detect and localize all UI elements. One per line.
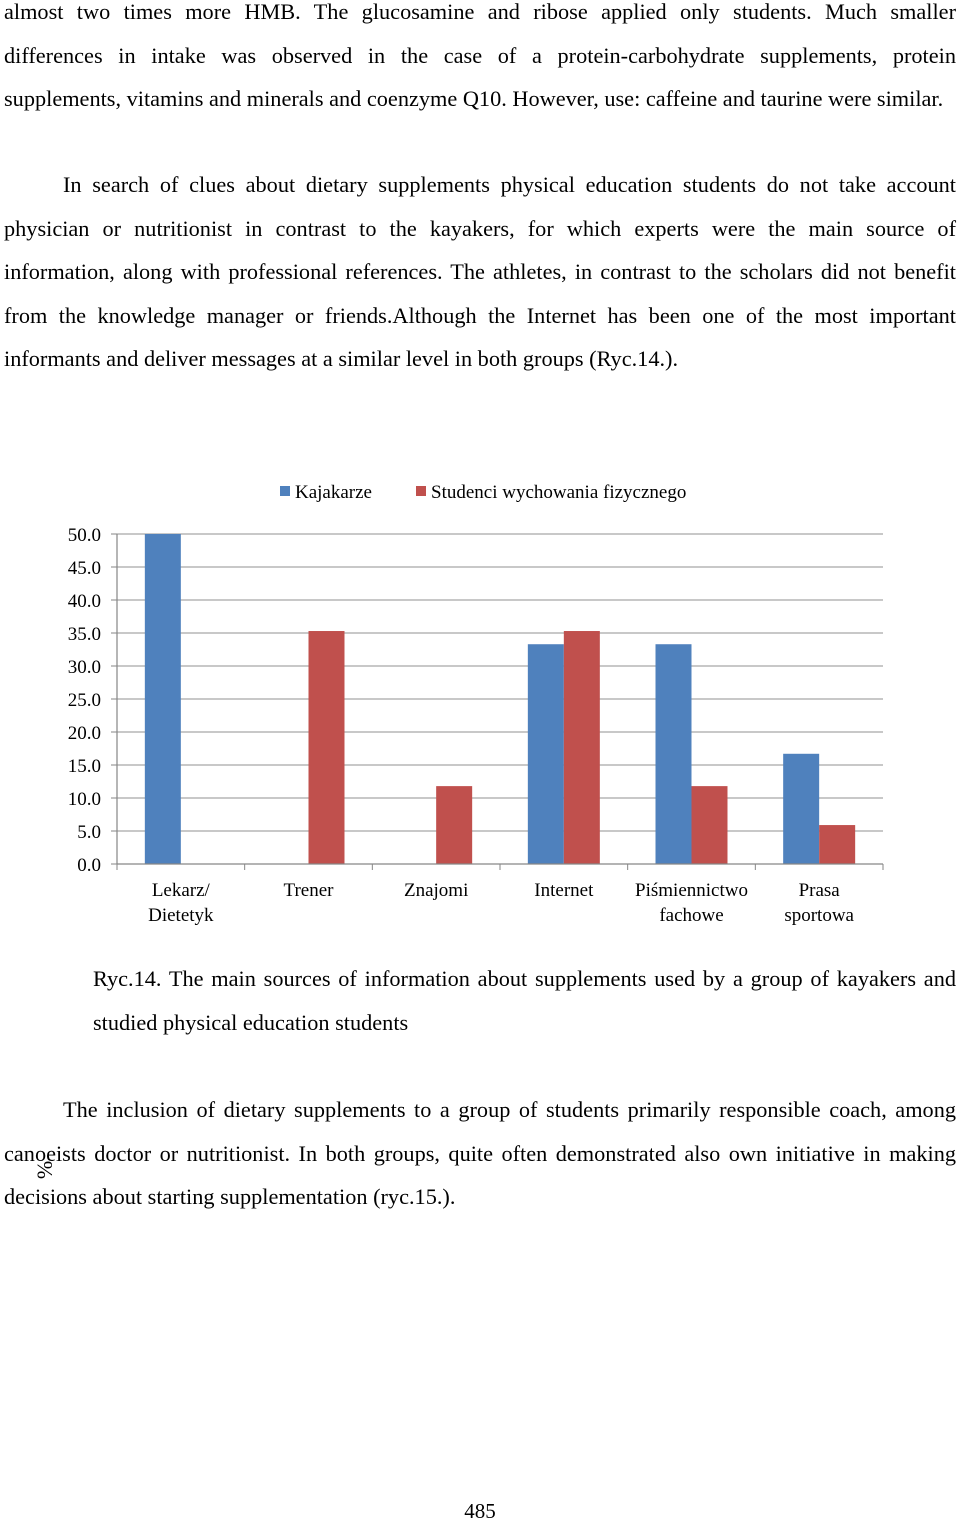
chart-gridlines <box>117 534 883 831</box>
paragraph-inclusion: The inclusion of dietary supplements to a group of students primarily responsible coach, among canoeists doctor or nutritionist. In both groups, quite often demonstrated also own initiative in making decisions about starting supplementation (ryc.15.). <box>4 1097 956 1210</box>
y-axis-label: % <box>32 1160 57 1180</box>
x-tick-label: Lekarz/ <box>151 880 210 901</box>
chart-x-ticks <box>117 864 883 926</box>
bar-studenci-5 <box>819 825 855 864</box>
bar-studenci-1 <box>309 631 345 864</box>
y-tick-label: 10.0 <box>67 789 101 810</box>
x-tick-label: Trener <box>283 880 334 901</box>
y-tick-label: 15.0 <box>67 756 101 777</box>
y-tick-label: 0.0 <box>77 855 101 876</box>
chart-legend <box>280 482 686 503</box>
legend-label-studenci: Studenci wychowania fizycznego <box>431 482 687 503</box>
bar-kajakarze-3 <box>528 644 564 864</box>
y-tick-label: 25.0 <box>67 690 101 711</box>
paragraph-sources: In search of clues about dietary supplements physical education students do not take account physician or nutritionist in contrast to the kayakers, for which experts were the main source of information, along with professional references. The athletes, in contrast to the scholars did not benefit from the knowledge manager or friends.Although the Internet has been one of the most important informants and deliver messages at a similar level in both groups (Ryc.14.). <box>4 172 956 372</box>
y-tick-label: 40.0 <box>67 591 101 612</box>
x-tick-label: Prasa <box>798 880 840 901</box>
bar-studenci-2 <box>436 786 472 864</box>
y-tick-label: 45.0 <box>67 558 101 579</box>
bar-kajakarze-0 <box>145 534 181 864</box>
x-tick-label: Internet <box>534 880 594 901</box>
x-tick-label: fachowe <box>659 905 724 926</box>
bar-kajakarze-4 <box>656 644 692 864</box>
x-tick-label: Znajomi <box>403 880 469 901</box>
y-tick-label: 5.0 <box>77 822 101 843</box>
chart-y-ticks <box>68 525 117 876</box>
legend-label-kajakarze: Kajakarze <box>295 482 372 503</box>
page-number: 485 <box>464 1499 496 1523</box>
paragraph-intro: almost two times more HMB. The glucosamine and ribose applied only students. Much smaller differences in intake was observed in the case of a protein-carbohydrate supplements, protein supplements, vitamins and minerals and coenzyme Q10. However, use: caffeine and taurine were similar. <box>4 0 956 112</box>
y-tick-label: 35.0 <box>67 624 101 645</box>
bar-studenci-4 <box>692 786 728 864</box>
bar-studenci-3 <box>564 631 600 864</box>
x-tick-label: Dietetyk <box>148 905 214 926</box>
legend-swatch-kajakarze <box>280 486 290 496</box>
x-tick-label: Piśmiennictwo <box>635 880 748 901</box>
x-tick-label: sportowa <box>784 905 854 926</box>
y-tick-label: 30.0 <box>67 657 101 678</box>
bar-kajakarze-5 <box>783 754 819 864</box>
figure-caption: Ryc.14. The main sources of information about supplements used by a group of kayakers and studied physical education students <box>93 966 956 1035</box>
legend-swatch-studenci <box>416 486 426 496</box>
y-tick-label: 20.0 <box>67 723 101 744</box>
y-tick-label: 50.0 <box>67 525 101 546</box>
